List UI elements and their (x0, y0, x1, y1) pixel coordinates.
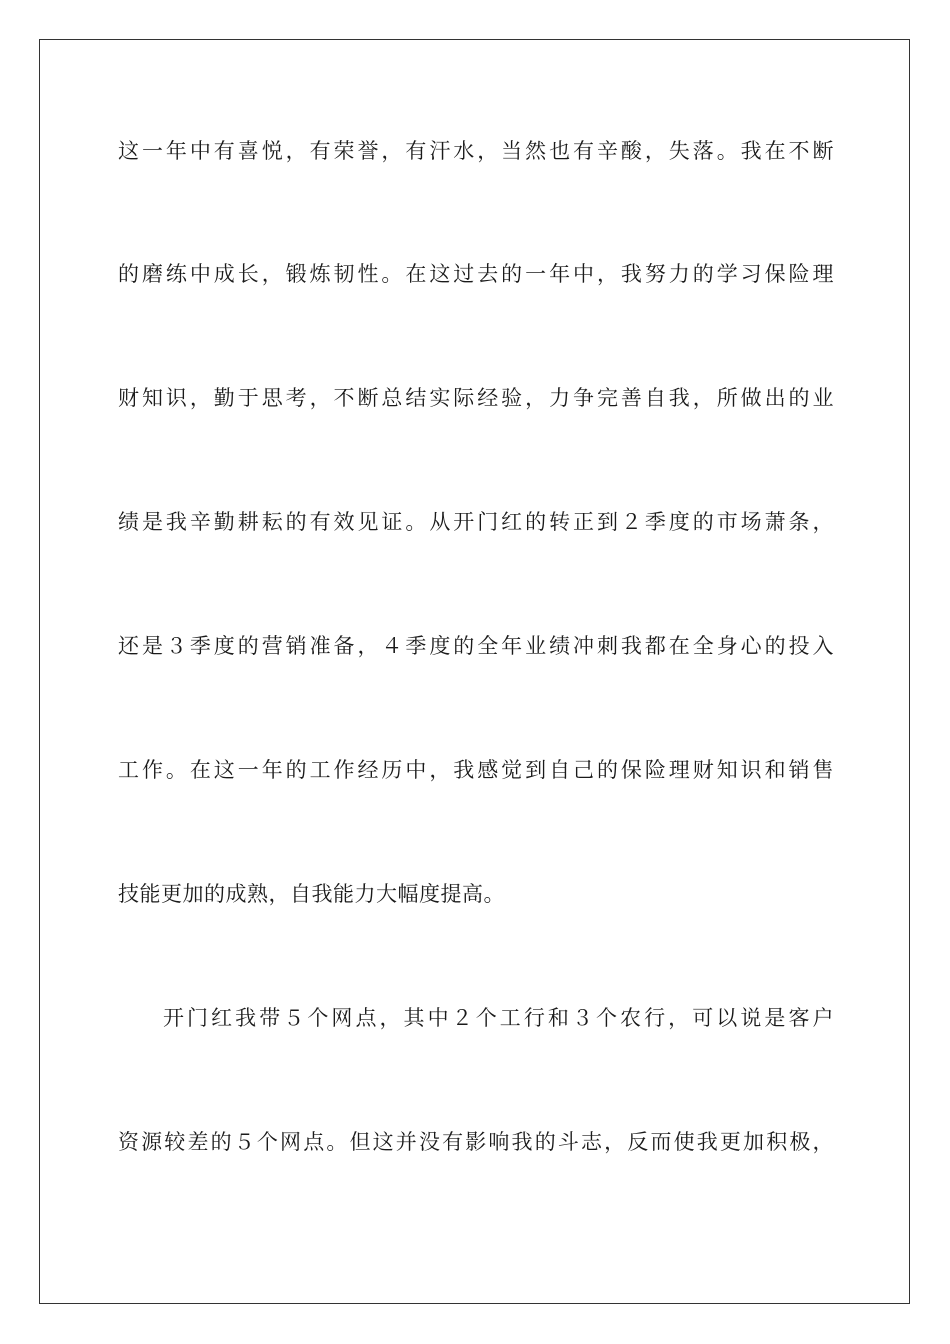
text-line-8: 开门红我带５个网点，其中２个工行和３个农行，可以说是客户 (163, 1006, 834, 1030)
text-line-1: 这一年中有喜悦，有荣誉，有汗水，当然也有辛酸，失落。我在不断 (118, 139, 834, 163)
text-line-5: 还是３季度的营销准备，４季度的全年业绩冲刺我都在全身心的投入 (118, 634, 834, 658)
text-line-3: 财知识，勤于思考，不断总结实际经验，力争完善自我，所做出的业 (118, 386, 834, 410)
text-line-6: 工作。在这一年的工作经历中，我感觉到自己的保险理财知识和销售 (118, 758, 834, 782)
text-line-2: 的磨练中成长，锻炼韧性。在这过去的一年中，我努力的学习保险理 (118, 262, 834, 286)
text-line-4: 绩是我辛勤耕耘的有效见证。从开门红的转正到２季度的市场萧条， (118, 510, 834, 534)
text-line-7: 技能更加的成熟，自我能力大幅度提高。 (118, 882, 505, 906)
text-line-9: 资源较差的５个网点。但这并没有影响我的斗志，反而使我更加积极， (118, 1130, 834, 1154)
page-frame (39, 39, 910, 1304)
